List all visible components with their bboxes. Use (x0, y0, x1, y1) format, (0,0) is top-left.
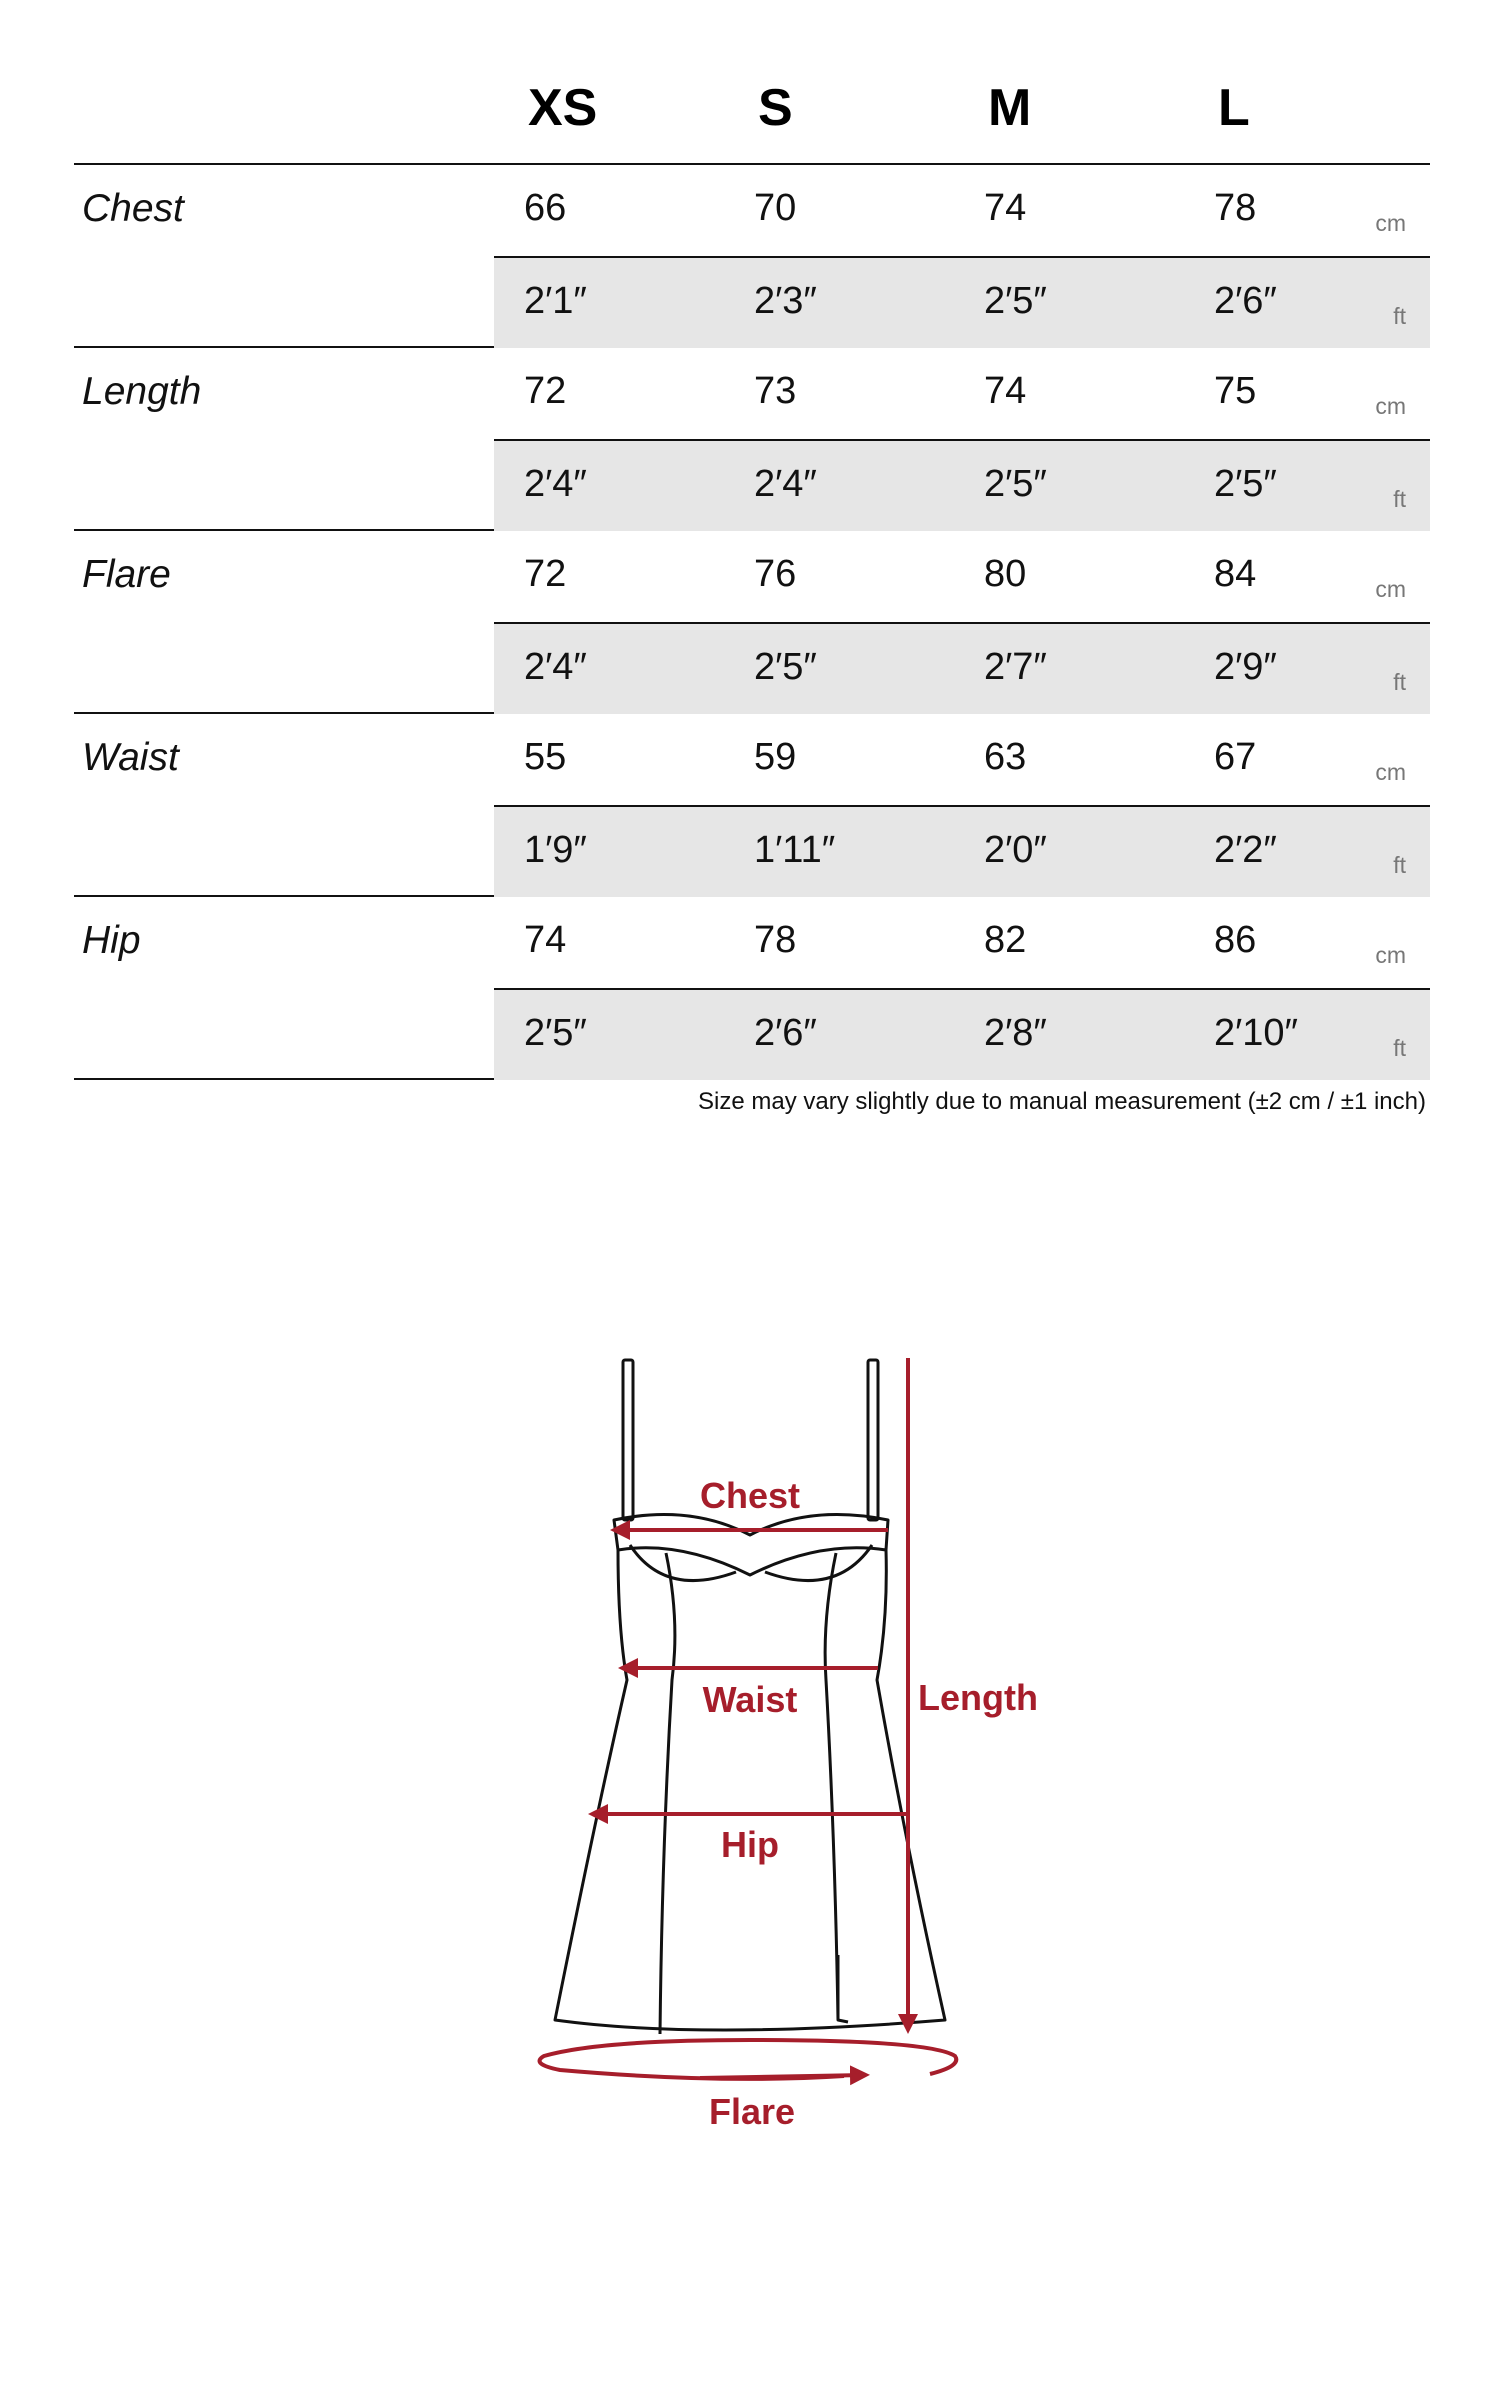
value-cell: 75 (1214, 370, 1257, 412)
measure-label: Hip (82, 919, 141, 962)
value-cell: 1′11″ (754, 829, 836, 871)
value-cell: 66 (524, 187, 567, 229)
unit-label-cm: cm (1375, 576, 1406, 602)
ft-row (494, 805, 1430, 897)
value-cell: 59 (754, 736, 797, 778)
measure-label: Chest (82, 187, 184, 230)
value-cell: 2′2″ (1214, 829, 1277, 871)
value-cell: 2′5″ (754, 646, 817, 688)
unit-label-cm: cm (1375, 759, 1406, 785)
right-seam (825, 1553, 838, 2020)
value-cell: 2′9″ (1214, 646, 1277, 688)
value-cell: 74 (524, 919, 567, 961)
flare-ellipse (540, 2040, 957, 2079)
value-cell: 82 (984, 919, 1027, 961)
dress-body (555, 1550, 945, 2030)
cm-row (494, 714, 1430, 804)
dress-measurement-diagram (0, 1300, 1500, 2200)
unit-label-ft: ft (1393, 669, 1406, 695)
chest-label: Chest (699, 1475, 801, 1516)
value-cell: 86 (1214, 919, 1257, 961)
value-cell: 72 (524, 553, 567, 595)
value-cell: 2′5″ (1214, 463, 1277, 505)
value-cell: 2′4″ (524, 646, 587, 688)
value-cell: 80 (984, 553, 1027, 595)
value-cell: 84 (1214, 553, 1257, 595)
value-cell: 74 (984, 370, 1027, 412)
unit-label-ft: ft (1393, 1035, 1406, 1061)
neckline (614, 1515, 888, 1575)
value-cell: 2′4″ (754, 463, 817, 505)
slit (838, 1955, 848, 2022)
value-cell: 78 (754, 919, 797, 961)
length-label: Length (918, 1677, 1038, 1718)
value-cell: 2′0″ (984, 829, 1047, 871)
waist-label: Waist (702, 1679, 798, 1720)
value-cell: 2′8″ (984, 1012, 1047, 1054)
value-cell: 1′9″ (524, 829, 587, 871)
size-header-xs: XS (528, 79, 598, 137)
measure-block-length (74, 348, 1430, 531)
unit-label-cm: cm (1375, 942, 1406, 968)
size-header-s: S (758, 79, 793, 137)
ft-row (494, 988, 1430, 1080)
value-cell: 70 (754, 187, 797, 229)
unit-label-cm: cm (1375, 210, 1406, 236)
value-cell: 72 (524, 370, 567, 412)
value-cell: 67 (1214, 736, 1257, 778)
measure-block-chest (74, 165, 1430, 348)
right-strap (868, 1360, 878, 1520)
measurement-note: Size may vary slightly due to manual measurement (±2 cm / ±1 inch) (698, 1088, 1426, 1115)
size-header-row (74, 70, 1430, 165)
ft-row (494, 256, 1430, 348)
unit-label-ft: ft (1393, 852, 1406, 878)
value-cell: 2′10″ (1214, 1012, 1298, 1054)
measure-block-flare (74, 531, 1430, 714)
left-strap (623, 1360, 633, 1520)
measure-label: Waist (82, 736, 179, 779)
ft-row (494, 439, 1430, 531)
value-cell: 2′1″ (524, 280, 587, 322)
cm-row (494, 165, 1430, 255)
value-cell: 2′6″ (1214, 280, 1277, 322)
value-cell: 2′3″ (754, 280, 817, 322)
value-cell: 2′6″ (754, 1012, 817, 1054)
value-cell: 74 (984, 187, 1027, 229)
value-cell: 2′5″ (984, 280, 1047, 322)
value-cell: 78 (1214, 187, 1257, 229)
value-cell: 63 (984, 736, 1027, 778)
value-cell: 2′4″ (524, 463, 587, 505)
measure-block-waist (74, 714, 1430, 897)
cm-row (494, 897, 1430, 987)
left-seam (660, 1553, 675, 2034)
value-cell: 76 (754, 553, 797, 595)
value-cell: 73 (754, 370, 797, 412)
hip-label: Hip (721, 1824, 779, 1865)
cm-row (494, 348, 1430, 438)
size-header-l: L (1218, 79, 1250, 137)
measure-label: Length (82, 370, 202, 413)
value-cell: 2′5″ (524, 1012, 587, 1054)
size-header-m: M (988, 79, 1032, 137)
unit-label-ft: ft (1393, 486, 1406, 512)
size-chart-table (74, 70, 1430, 1080)
cm-row (494, 531, 1430, 621)
ft-row (494, 622, 1430, 714)
flare-label: Flare (708, 2091, 796, 2132)
dress-diagram-svg (0, 1300, 1500, 2200)
unit-label-ft: ft (1393, 303, 1406, 329)
value-cell: 2′5″ (984, 463, 1047, 505)
measure-label: Flare (82, 553, 171, 596)
value-cell: 2′7″ (984, 646, 1047, 688)
unit-label-cm: cm (1375, 393, 1406, 419)
value-cell: 55 (524, 736, 567, 778)
measure-block-hip (74, 897, 1430, 1080)
